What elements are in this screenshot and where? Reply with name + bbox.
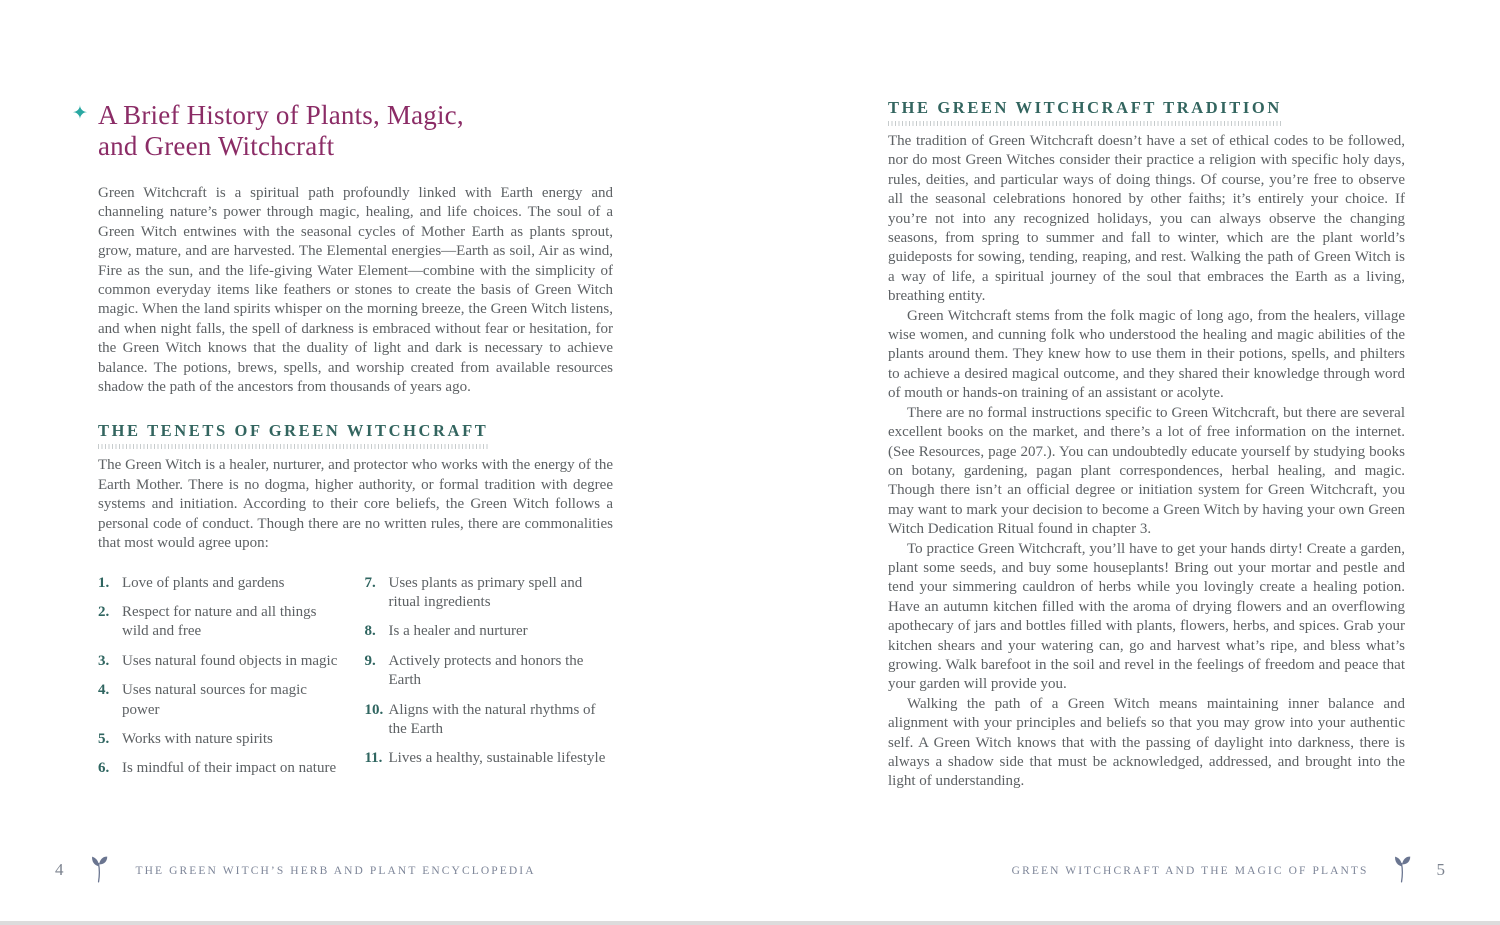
tenet-item bbox=[98, 759, 347, 778]
chapter-title-block bbox=[72, 100, 613, 162]
tenet-number: 10. bbox=[364, 701, 384, 718]
tenet-text: Uses plants as primary spell and ritual ingredients bbox=[388, 574, 583, 610]
sprig-leaf-icon bbox=[1391, 855, 1413, 883]
tenet-number: 1. bbox=[98, 574, 110, 591]
sparkle-icon: ✦ bbox=[72, 102, 88, 124]
tenet-text: Is mindful of their impact on nature bbox=[122, 760, 337, 777]
tenet-item bbox=[365, 652, 614, 691]
tenet-text: Is a healer and nurturer bbox=[388, 623, 528, 640]
left-running-title: THE GREEN WITCH’S HERB AND PLANT ENCYCLOPEDIA bbox=[135, 865, 536, 877]
right-footer bbox=[1012, 855, 1445, 883]
sprig-leaf-icon bbox=[88, 855, 110, 883]
tenet-number: 2. bbox=[98, 603, 110, 620]
tenet-number: 8. bbox=[364, 623, 376, 640]
tenets-column-right bbox=[365, 574, 614, 789]
tenet-number: 9. bbox=[364, 652, 376, 669]
tenet-text: Uses natural found objects in magic bbox=[122, 652, 338, 669]
heading-tick-rule bbox=[888, 121, 1282, 126]
tradition-section-header bbox=[888, 98, 1282, 126]
tenet-text: Uses natural sources for magic power bbox=[122, 682, 307, 718]
tenet-item bbox=[365, 701, 614, 740]
tenet-text: Works with nature spirits bbox=[122, 730, 273, 747]
tenet-number: 7. bbox=[364, 574, 376, 591]
tradition-paragraph: Green Witchcraft stems from the folk magic of long ago, from the healers, village wise women, and cunning folk who understood the healing and magic abilities of the plants around them. They knew how to use them in their potions, spells, and philters to achieve a desired magical outcome, and they shared their knowledge through word of mouth or hands-on training of an assistant or acolyte. bbox=[888, 307, 1405, 402]
tenet-text: Love of plants and gardens bbox=[122, 574, 285, 591]
left-page bbox=[72, 100, 613, 789]
image-bottom-edge bbox=[0, 921, 1500, 925]
tenet-text: Lives a healthy, sustainable lifestyle bbox=[388, 750, 606, 767]
chapter-title-line1: A Brief History of Plants, Magic, bbox=[98, 100, 464, 130]
tenet-number: 5. bbox=[98, 730, 110, 747]
tenets-list bbox=[98, 574, 613, 789]
right-running-title: GREEN WITCHCRAFT AND THE MAGIC OF PLANTS bbox=[1011, 865, 1369, 877]
tenet-text: Actively protects and honors the Earth bbox=[388, 652, 584, 689]
tradition-paragraph: To practice Green Witchcraft, you’ll have to get your hands dirty! Create a garden, plant some seeds, and buy some houseplants! Bring out your mortar and pestle and tend your simmering cauldron of herbs while you lovingly create a healing potion. Have an autumn kitchen filled with the aroma of drying flowers and an overflowing apothecary of jars and bottles filled with plants, flowers, herbs, and spices. Grab your kitchen shears and your watering can, go and harvest what’s ripe, and bless what’s growing. Walk barefoot in the soil and revel in the feelings of freedom and peace that your garden will provide you. bbox=[888, 540, 1405, 693]
tenet-item bbox=[98, 603, 347, 642]
left-page-number: 4 bbox=[55, 859, 64, 879]
tenet-item bbox=[365, 622, 614, 641]
tenet-text: Respect for nature and all things wild and free bbox=[122, 603, 317, 640]
tenet-item bbox=[98, 730, 347, 749]
tenet-item bbox=[98, 652, 347, 671]
tenets-section-header bbox=[98, 421, 488, 449]
tradition-heading: THE GREEN WITCHCRAFT TRADITION bbox=[888, 98, 1282, 117]
tenet-number: 6. bbox=[98, 760, 110, 777]
chapter-title-line2: and Green Witchcraft bbox=[98, 131, 335, 161]
tenets-column-left bbox=[98, 574, 347, 789]
chapter-title bbox=[98, 100, 613, 162]
right-page bbox=[888, 98, 1405, 792]
tenet-item bbox=[98, 681, 347, 720]
tenet-item bbox=[98, 574, 347, 593]
tradition-paragraph: Walking the path of a Green Witch means maintaining inner balance and alignment with your principles and beliefs so that you may grow into your authentic self. A Green Witch knows that with the passing of daylight into darkness, there is always a shadow side that must be acknowledged, addressed, and brought into the light of understanding. bbox=[888, 695, 1405, 790]
heading-tick-rule bbox=[98, 444, 488, 449]
chapter-intro-paragraph: Green Witchcraft is a spiritual path profoundly linked with Earth energy and channeling nature’s power through magic, healing, and life choices. The soul of a Green Witch entwines with the seasonal cycles of Mother Earth as plants sprout, grow, mature, and are harvested. The Elemental energies—Earth as soil, Air as wind, Fire as the sun, and the life-giving Water Element—combine with the simplicity of common everyday items like feathers or stones to create the basis of Green Witch magic. When the land spirits whisper on the morning breeze, the Green Witch listens, and when night falls, the spell of darkness is embraced without fear or hesitation, for the Green Witch knows that the duality of light and dark is necessary to achieve balance. The potions, brews, spells, and worship created from available resources shadow the path of the ancestors from thousands of years ago. bbox=[98, 185, 613, 396]
tenet-number: 3. bbox=[98, 652, 110, 669]
tenets-heading: THE TENETS OF GREEN WITCHCRAFT bbox=[98, 421, 489, 441]
tenet-item bbox=[365, 749, 614, 768]
tradition-paragraph: There are no formal instructions specific to Green Witchcraft, but there are several excellent books on the market, and there’s a lot of free information on the internet. (See Resources, page 207.). You can undoubtedly educate yourself by studying books on botany, gardening, pagan plant correspondences, herbal healing, and magic. Though there isn’t an official degree or initiation system for Green Witchcraft, you may want to mark your decision to become a Green Witch by having your own Green Witch Dedication Ritual found in chapter 3. bbox=[888, 404, 1405, 538]
tenet-number: 11. bbox=[364, 750, 383, 767]
tenets-intro-paragraph: The Green Witch is a healer, nurturer, and protector who works with the energy of the Earth Mother. There is no dogma, higher authority, or formal tradition with degree systems and initiation. According to their core beliefs, the Green Witch follows a personal code of conduct. Though there are no written rules, there are commonalities that most would agree upon: bbox=[98, 457, 613, 552]
tenet-number: 4. bbox=[98, 682, 110, 699]
tenet-item bbox=[365, 574, 614, 613]
tenet-text: Aligns with the natural rhythms of the Earth bbox=[388, 701, 596, 737]
tradition-paragraph: The tradition of Green Witchcraft doesn’t have a set of ethical codes to be followed, nor do most Green Witches consider their practice a religion with specific holy days, rules, deities, and particular ways of doing things. Of course, you’re free to observe all the seasonal celebrations honored by other faiths; it’s entirely your choice. If you’re not into any recognized holidays, you can always observe the changing seasons, from spring to summer and fall to winter, which are the plant world’s guideposts for sowing, tending, reaping, and rest. Walking the path of Green Witch is a way of life, a spiritual journey of the soul that embraces the Earth as a living, breathing entity. bbox=[888, 133, 1405, 305]
right-page-number: 5 bbox=[1436, 859, 1445, 879]
left-footer bbox=[55, 855, 536, 883]
